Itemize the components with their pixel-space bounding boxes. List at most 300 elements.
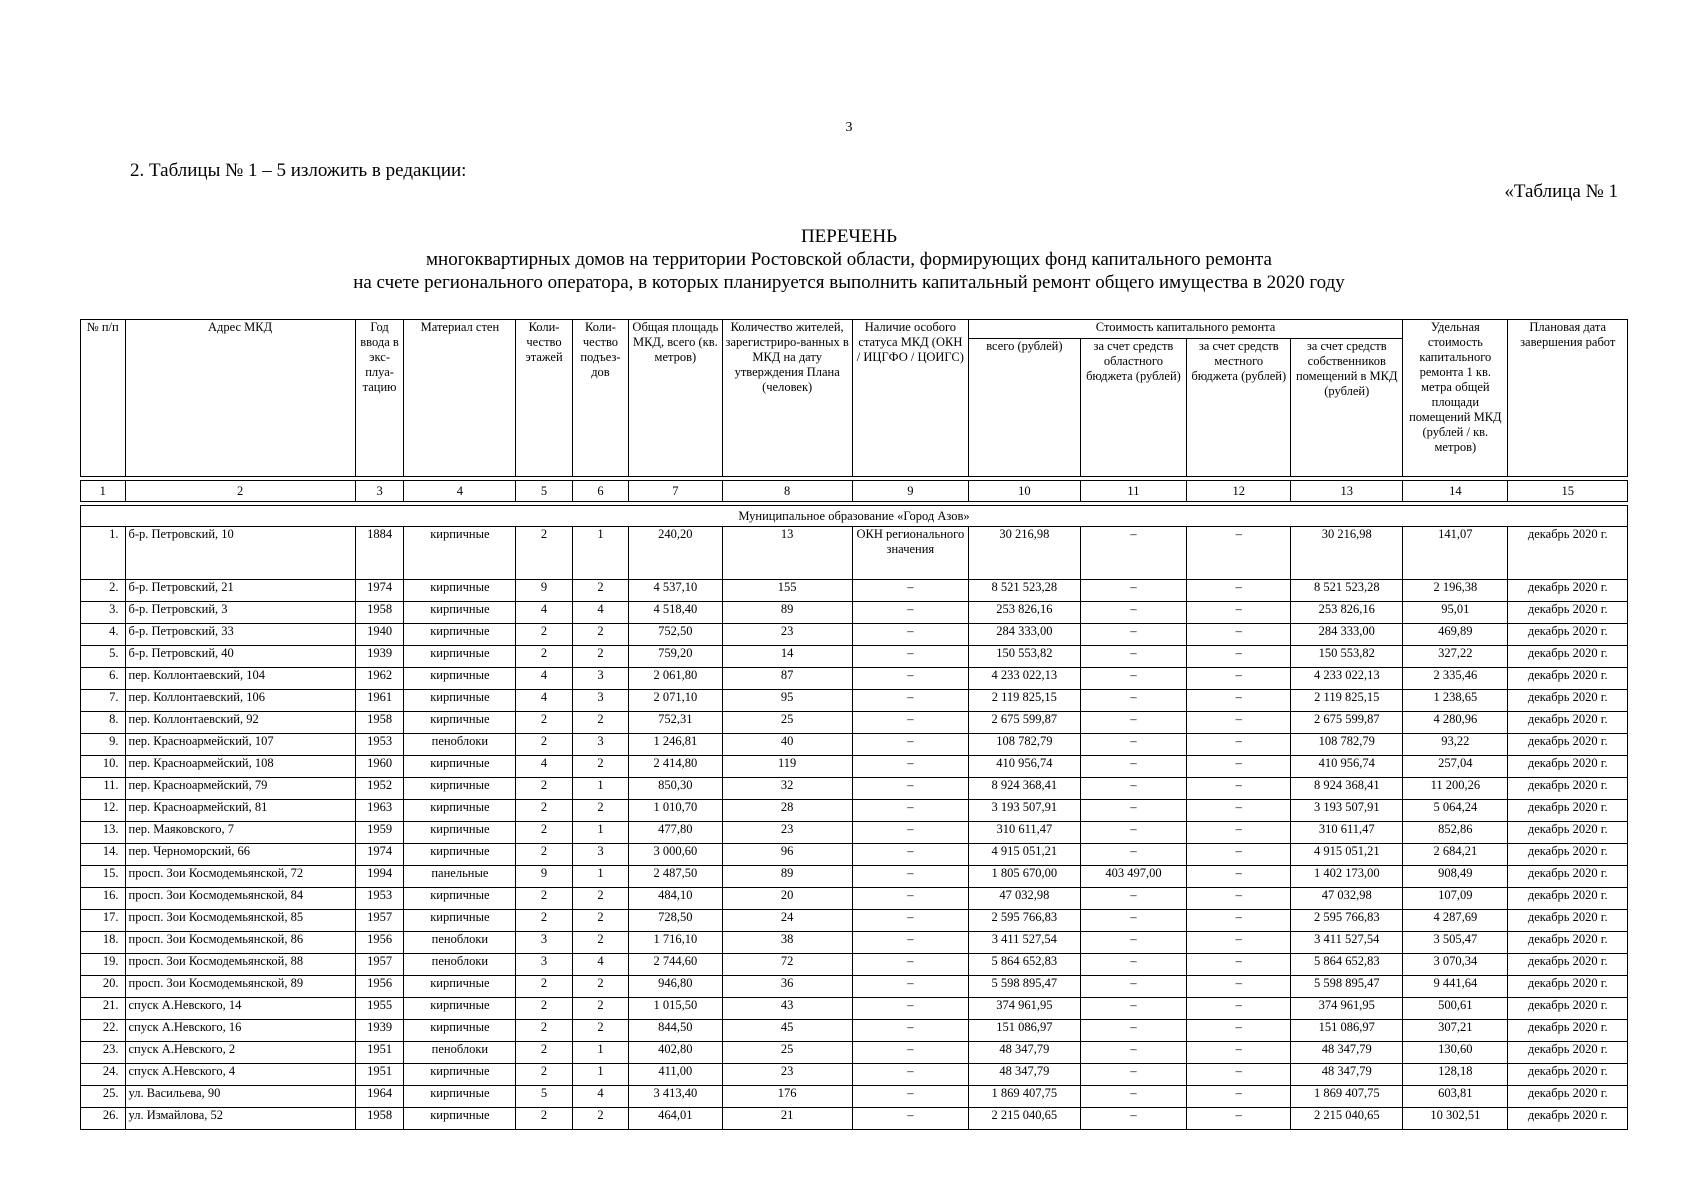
title-line-2: многоквартирных домов на территории Ростовской области, формирующих фонд капитального ремонта — [426, 249, 1272, 270]
unit-cost-cell: 327,22 — [1403, 646, 1508, 668]
cost-regional-cell: – — [1080, 1108, 1186, 1130]
completion-date-cell: декабрь 2020 г. — [1508, 1042, 1628, 1064]
status-cell: – — [852, 888, 968, 910]
completion-date-cell: декабрь 2020 г. — [1508, 1086, 1628, 1108]
document-title — [0, 225, 1698, 294]
entrances-cell: 1 — [572, 866, 628, 888]
cost-regional-cell: – — [1080, 778, 1186, 800]
address-cell: ул. Васильева, 90 — [125, 1086, 355, 1108]
cost-regional-cell: – — [1080, 690, 1186, 712]
header-wall-material: Материал стен — [404, 320, 516, 477]
floors-cell: 2 — [516, 527, 572, 580]
area-cell: 3 000,60 — [629, 844, 722, 866]
cost-local-cell: – — [1187, 668, 1291, 690]
cost-owners-cell: 151 086,97 — [1291, 1020, 1403, 1042]
cost-regional-cell: – — [1080, 1042, 1186, 1064]
table-row — [81, 778, 1628, 800]
column-numbers-row — [81, 481, 1628, 502]
material-cell: кирпичные — [404, 778, 516, 800]
column-number-cell: 13 — [1291, 481, 1403, 502]
year-cell: 1951 — [355, 1042, 404, 1064]
header-status: Наличие особого статуса МКД (ОКН / ИЦГФО / ЦОИГС) — [852, 320, 968, 477]
floors-cell: 3 — [516, 954, 572, 976]
cost-regional-cell: 403 497,00 — [1080, 866, 1186, 888]
unit-cost-cell: 2 335,46 — [1403, 668, 1508, 690]
material-cell: пеноблоки — [404, 734, 516, 756]
cost-total-cell: 151 086,97 — [968, 1020, 1080, 1042]
area-cell: 1 716,10 — [629, 932, 722, 954]
year-cell: 1964 — [355, 1086, 404, 1108]
cost-regional-cell: – — [1080, 668, 1186, 690]
cost-owners-cell: 1 402 173,00 — [1291, 866, 1403, 888]
cost-regional-cell: – — [1080, 624, 1186, 646]
cost-local-cell: – — [1187, 910, 1291, 932]
row-number: 1. — [81, 527, 126, 580]
header-year: Год ввода в экс-плуа-тацию — [355, 320, 404, 477]
cost-owners-cell: 8 521 523,28 — [1291, 580, 1403, 602]
floors-cell: 2 — [516, 844, 572, 866]
cost-owners-cell: 284 333,00 — [1291, 624, 1403, 646]
status-cell: – — [852, 1086, 968, 1108]
floors-cell: 4 — [516, 690, 572, 712]
entrances-cell: 4 — [572, 602, 628, 624]
entrances-cell: 1 — [572, 778, 628, 800]
cost-owners-cell: 48 347,79 — [1291, 1064, 1403, 1086]
address-cell: просп. Зои Космодемьянской, 85 — [125, 910, 355, 932]
row-number: 9. — [81, 734, 126, 756]
column-number-cell: 6 — [572, 481, 628, 502]
cost-regional-cell: – — [1080, 1086, 1186, 1108]
cost-total-cell: 2 215 040,65 — [968, 1108, 1080, 1130]
residents-cell: 21 — [722, 1108, 852, 1130]
status-cell: – — [852, 866, 968, 888]
unit-cost-cell: 130,60 — [1403, 1042, 1508, 1064]
floors-cell: 2 — [516, 646, 572, 668]
address-cell: просп. Зои Космодемьянской, 84 — [125, 888, 355, 910]
cost-total-cell: 108 782,79 — [968, 734, 1080, 756]
cost-regional-cell: – — [1080, 954, 1186, 976]
section-title: Муниципальное образование «Город Азов» — [81, 506, 1628, 527]
entrances-cell: 2 — [572, 712, 628, 734]
cost-total-cell: 2 675 599,87 — [968, 712, 1080, 734]
table-row — [81, 527, 1628, 580]
residents-cell: 176 — [722, 1086, 852, 1108]
completion-date-cell: декабрь 2020 г. — [1508, 580, 1628, 602]
table-row — [81, 954, 1628, 976]
area-cell: 2 744,60 — [629, 954, 722, 976]
entrances-cell: 2 — [572, 976, 628, 998]
table-reference: «Таблица № 1 — [1504, 181, 1618, 202]
unit-cost-cell: 469,89 — [1403, 624, 1508, 646]
area-cell: 411,00 — [629, 1064, 722, 1086]
material-cell: кирпичные — [404, 910, 516, 932]
cost-local-cell: – — [1187, 998, 1291, 1020]
column-number-cell: 15 — [1508, 481, 1628, 502]
table-row — [81, 646, 1628, 668]
entrances-cell: 2 — [572, 756, 628, 778]
title-line-1: ПЕРЕЧЕНЬ — [800, 226, 898, 247]
residents-cell: 25 — [722, 712, 852, 734]
address-cell: спуск А.Невского, 14 — [125, 998, 355, 1020]
cost-local-cell: – — [1187, 844, 1291, 866]
year-cell: 1958 — [355, 1108, 404, 1130]
table-row — [81, 1108, 1628, 1130]
header-area: Общая площадь МКД, всего (кв. метров) — [629, 320, 722, 477]
header-unit-cost: Удельная стоимость капитального ремонта 1 кв. метра общей площади помещений МКД (рублей / кв. метров) — [1403, 320, 1508, 477]
table-body — [81, 527, 1628, 1130]
completion-date-cell: декабрь 2020 г. — [1508, 646, 1628, 668]
residents-cell: 14 — [722, 646, 852, 668]
material-cell: пеноблоки — [404, 954, 516, 976]
area-cell: 752,50 — [629, 624, 722, 646]
completion-date-cell: декабрь 2020 г. — [1508, 756, 1628, 778]
unit-cost-cell: 4 287,69 — [1403, 910, 1508, 932]
cost-total-cell: 4 233 022,13 — [968, 668, 1080, 690]
material-cell: кирпичные — [404, 756, 516, 778]
status-cell: – — [852, 734, 968, 756]
cost-local-cell: – — [1187, 1064, 1291, 1086]
address-cell: пер. Коллонтаевский, 92 — [125, 712, 355, 734]
cost-regional-cell: – — [1080, 932, 1186, 954]
completion-date-cell: декабрь 2020 г. — [1508, 932, 1628, 954]
row-number: 25. — [81, 1086, 126, 1108]
row-number: 20. — [81, 976, 126, 998]
residents-cell: 45 — [722, 1020, 852, 1042]
floors-cell: 2 — [516, 1108, 572, 1130]
cost-owners-cell: 2 119 825,15 — [1291, 690, 1403, 712]
cost-regional-cell: – — [1080, 1064, 1186, 1086]
completion-date-cell: декабрь 2020 г. — [1508, 800, 1628, 822]
cost-local-cell: – — [1187, 778, 1291, 800]
cost-owners-cell: 150 553,82 — [1291, 646, 1403, 668]
area-cell: 240,20 — [629, 527, 722, 580]
cost-total-cell: 284 333,00 — [968, 624, 1080, 646]
residents-cell: 28 — [722, 800, 852, 822]
column-number-cell: 2 — [125, 481, 355, 502]
intro-text: 2. Таблицы № 1 – 5 изложить в редакции: — [130, 160, 467, 181]
area-cell: 477,80 — [629, 822, 722, 844]
year-cell: 1951 — [355, 1064, 404, 1086]
status-cell: – — [852, 712, 968, 734]
row-number: 7. — [81, 690, 126, 712]
status-cell: – — [852, 800, 968, 822]
cost-local-cell: – — [1187, 712, 1291, 734]
floors-cell: 2 — [516, 1042, 572, 1064]
unit-cost-cell: 4 280,96 — [1403, 712, 1508, 734]
area-cell: 484,10 — [629, 888, 722, 910]
address-cell: пер. Маяковского, 7 — [125, 822, 355, 844]
residents-cell: 32 — [722, 778, 852, 800]
address-cell: ул. Измайлова, 52 — [125, 1108, 355, 1130]
status-cell: – — [852, 1108, 968, 1130]
cost-local-cell: – — [1187, 976, 1291, 998]
row-number: 2. — [81, 580, 126, 602]
cost-owners-cell: 410 956,74 — [1291, 756, 1403, 778]
year-cell: 1939 — [355, 646, 404, 668]
floors-cell: 3 — [516, 932, 572, 954]
status-cell: – — [852, 624, 968, 646]
cost-local-cell: – — [1187, 756, 1291, 778]
header-num: № п/п — [81, 320, 126, 477]
column-number-cell: 4 — [404, 481, 516, 502]
entrances-cell: 3 — [572, 844, 628, 866]
row-number: 4. — [81, 624, 126, 646]
cost-total-cell: 374 961,95 — [968, 998, 1080, 1020]
cost-total-cell: 3 411 527,54 — [968, 932, 1080, 954]
header-cost-owners: за счет средств собственников помещений в МКД (рублей) — [1291, 339, 1403, 477]
floors-cell: 2 — [516, 822, 572, 844]
residents-cell: 13 — [722, 527, 852, 580]
unit-cost-cell: 5 064,24 — [1403, 800, 1508, 822]
residents-cell: 96 — [722, 844, 852, 866]
residents-cell: 155 — [722, 580, 852, 602]
status-cell: – — [852, 580, 968, 602]
year-cell: 1958 — [355, 602, 404, 624]
unit-cost-cell: 9 441,64 — [1403, 976, 1508, 998]
material-cell: кирпичные — [404, 800, 516, 822]
cost-total-cell: 4 915 051,21 — [968, 844, 1080, 866]
cost-local-cell: – — [1187, 1108, 1291, 1130]
status-cell: – — [852, 690, 968, 712]
year-cell: 1957 — [355, 954, 404, 976]
year-cell: 1884 — [355, 527, 404, 580]
residents-cell: 20 — [722, 888, 852, 910]
floors-cell: 4 — [516, 602, 572, 624]
cost-regional-cell: – — [1080, 756, 1186, 778]
cost-local-cell: – — [1187, 624, 1291, 646]
address-cell: пер. Коллонтаевский, 106 — [125, 690, 355, 712]
year-cell: 1955 — [355, 998, 404, 1020]
unit-cost-cell: 257,04 — [1403, 756, 1508, 778]
row-number: 21. — [81, 998, 126, 1020]
completion-date-cell: декабрь 2020 г. — [1508, 734, 1628, 756]
year-cell: 1994 — [355, 866, 404, 888]
entrances-cell: 1 — [572, 822, 628, 844]
entrances-cell: 2 — [572, 888, 628, 910]
cost-regional-cell: – — [1080, 602, 1186, 624]
cost-local-cell: – — [1187, 1086, 1291, 1108]
area-cell: 1 010,70 — [629, 800, 722, 822]
address-cell: просп. Зои Космодемьянской, 89 — [125, 976, 355, 998]
table-row — [81, 580, 1628, 602]
cost-regional-cell: – — [1080, 527, 1186, 580]
cost-local-cell: – — [1187, 954, 1291, 976]
floors-cell: 2 — [516, 778, 572, 800]
cost-local-cell: – — [1187, 602, 1291, 624]
row-number: 23. — [81, 1042, 126, 1064]
address-cell: б-р. Петровский, 10 — [125, 527, 355, 580]
cost-owners-cell: 2 595 766,83 — [1291, 910, 1403, 932]
table-row — [81, 976, 1628, 998]
cost-total-cell: 5 598 895,47 — [968, 976, 1080, 998]
residents-cell: 38 — [722, 932, 852, 954]
material-cell: пеноблоки — [404, 1042, 516, 1064]
cost-regional-cell: – — [1080, 998, 1186, 1020]
table-row — [81, 1086, 1628, 1108]
row-number: 13. — [81, 822, 126, 844]
cost-local-cell: – — [1187, 932, 1291, 954]
unit-cost-cell: 908,49 — [1403, 866, 1508, 888]
cost-owners-cell: 310 611,47 — [1291, 822, 1403, 844]
cost-local-cell: – — [1187, 1042, 1291, 1064]
header-residents: Количество жителей, зарегистриро-ванных в МКД на дату утверждения Плана (человек) — [722, 320, 852, 477]
residents-cell: 36 — [722, 976, 852, 998]
completion-date-cell: декабрь 2020 г. — [1508, 976, 1628, 998]
material-cell: кирпичные — [404, 602, 516, 624]
cost-total-cell: 1 805 670,00 — [968, 866, 1080, 888]
cost-local-cell: – — [1187, 822, 1291, 844]
material-cell: кирпичные — [404, 646, 516, 668]
cost-total-cell: 30 216,98 — [968, 527, 1080, 580]
address-cell: б-р. Петровский, 21 — [125, 580, 355, 602]
header-cost-regional: за счет средств областного бюджета (рублей) — [1080, 339, 1186, 477]
row-number: 18. — [81, 932, 126, 954]
cost-local-cell: – — [1187, 800, 1291, 822]
unit-cost-cell: 2 196,38 — [1403, 580, 1508, 602]
cost-local-cell: – — [1187, 527, 1291, 580]
floors-cell: 5 — [516, 1086, 572, 1108]
material-cell: кирпичные — [404, 690, 516, 712]
cost-local-cell: – — [1187, 580, 1291, 602]
unit-cost-cell: 307,21 — [1403, 1020, 1508, 1042]
row-number: 10. — [81, 756, 126, 778]
completion-date-cell: декабрь 2020 г. — [1508, 1064, 1628, 1086]
cost-regional-cell: – — [1080, 844, 1186, 866]
table-row — [81, 888, 1628, 910]
material-cell: кирпичные — [404, 1108, 516, 1130]
column-number-cell: 1 — [81, 481, 126, 502]
material-cell: кирпичные — [404, 888, 516, 910]
column-number-cell: 14 — [1403, 481, 1508, 502]
area-cell: 464,01 — [629, 1108, 722, 1130]
cost-total-cell: 3 193 507,91 — [968, 800, 1080, 822]
entrances-cell: 1 — [572, 1064, 628, 1086]
year-cell: 1958 — [355, 712, 404, 734]
completion-date-cell: декабрь 2020 г. — [1508, 998, 1628, 1020]
area-cell: 1 015,50 — [629, 998, 722, 1020]
header-entrances: Коли-чество подъез-дов — [572, 320, 628, 477]
address-cell: б-р. Петровский, 33 — [125, 624, 355, 646]
cost-regional-cell: – — [1080, 910, 1186, 932]
unit-cost-cell: 603,81 — [1403, 1086, 1508, 1108]
column-number-cell: 12 — [1187, 481, 1291, 502]
table-row — [81, 1064, 1628, 1086]
cost-local-cell: – — [1187, 690, 1291, 712]
year-cell: 1974 — [355, 844, 404, 866]
cost-local-cell: – — [1187, 866, 1291, 888]
table-row — [81, 844, 1628, 866]
year-cell: 1953 — [355, 734, 404, 756]
cost-owners-cell: 374 961,95 — [1291, 998, 1403, 1020]
status-cell: – — [852, 932, 968, 954]
cost-total-cell: 150 553,82 — [968, 646, 1080, 668]
entrances-cell: 1 — [572, 1042, 628, 1064]
completion-date-cell: декабрь 2020 г. — [1508, 668, 1628, 690]
area-cell: 402,80 — [629, 1042, 722, 1064]
material-cell: кирпичные — [404, 624, 516, 646]
cost-local-cell: – — [1187, 1020, 1291, 1042]
page-number: 3 — [845, 120, 853, 135]
year-cell: 1959 — [355, 822, 404, 844]
area-cell: 759,20 — [629, 646, 722, 668]
status-cell: – — [852, 778, 968, 800]
area-cell: 946,80 — [629, 976, 722, 998]
area-cell: 4 537,10 — [629, 580, 722, 602]
completion-date-cell: декабрь 2020 г. — [1508, 712, 1628, 734]
floors-cell: 2 — [516, 1020, 572, 1042]
table-row — [81, 910, 1628, 932]
year-cell: 1956 — [355, 932, 404, 954]
table-row — [81, 712, 1628, 734]
status-cell: – — [852, 844, 968, 866]
completion-date-cell: декабрь 2020 г. — [1508, 866, 1628, 888]
material-cell: кирпичные — [404, 712, 516, 734]
unit-cost-cell: 93,22 — [1403, 734, 1508, 756]
cost-regional-cell: – — [1080, 822, 1186, 844]
table-row — [81, 822, 1628, 844]
residents-cell: 40 — [722, 734, 852, 756]
material-cell: кирпичные — [404, 668, 516, 690]
floors-cell: 2 — [516, 712, 572, 734]
column-number-cell: 7 — [629, 481, 722, 502]
title-line-3: на счете регионального оператора, в которых планируется выполнить капитальный ремонт общего имущества в 2020 году — [353, 272, 1345, 293]
cost-regional-cell: – — [1080, 712, 1186, 734]
floors-cell: 2 — [516, 910, 572, 932]
cost-regional-cell: – — [1080, 976, 1186, 998]
floors-cell: 2 — [516, 1064, 572, 1086]
material-cell: кирпичные — [404, 527, 516, 580]
completion-date-cell: декабрь 2020 г. — [1508, 778, 1628, 800]
cost-total-cell: 8 521 523,28 — [968, 580, 1080, 602]
cost-regional-cell: – — [1080, 646, 1186, 668]
entrances-cell: 2 — [572, 1108, 628, 1130]
table-row — [81, 668, 1628, 690]
table-row — [81, 932, 1628, 954]
material-cell: кирпичные — [404, 844, 516, 866]
row-number: 12. — [81, 800, 126, 822]
completion-date-cell: декабрь 2020 г. — [1508, 690, 1628, 712]
material-cell: кирпичные — [404, 1064, 516, 1086]
row-number: 16. — [81, 888, 126, 910]
floors-cell: 9 — [516, 580, 572, 602]
area-cell: 1 246,81 — [629, 734, 722, 756]
cost-local-cell: – — [1187, 888, 1291, 910]
address-cell: пер. Красноармейский, 108 — [125, 756, 355, 778]
status-cell: – — [852, 976, 968, 998]
table-row — [81, 1020, 1628, 1042]
header-completion-date: Плановая дата завершения работ — [1508, 320, 1628, 477]
completion-date-cell: декабрь 2020 г. — [1508, 844, 1628, 866]
floors-cell: 9 — [516, 866, 572, 888]
cost-total-cell: 2 595 766,83 — [968, 910, 1080, 932]
residents-cell: 87 — [722, 668, 852, 690]
cost-owners-cell: 1 869 407,75 — [1291, 1086, 1403, 1108]
residents-cell: 24 — [722, 910, 852, 932]
status-cell: – — [852, 910, 968, 932]
address-cell: пер. Черноморский, 66 — [125, 844, 355, 866]
cost-owners-cell: 8 924 368,41 — [1291, 778, 1403, 800]
material-cell: панельные — [404, 866, 516, 888]
cost-owners-cell: 48 347,79 — [1291, 1042, 1403, 1064]
unit-cost-cell: 141,07 — [1403, 527, 1508, 580]
header-cost-group: Стоимость капитального ремонта — [968, 320, 1402, 339]
unit-cost-cell: 1 238,65 — [1403, 690, 1508, 712]
cost-regional-cell: – — [1080, 888, 1186, 910]
cost-local-cell: – — [1187, 646, 1291, 668]
entrances-cell: 2 — [572, 624, 628, 646]
unit-cost-cell: 107,09 — [1403, 888, 1508, 910]
area-cell: 752,31 — [629, 712, 722, 734]
